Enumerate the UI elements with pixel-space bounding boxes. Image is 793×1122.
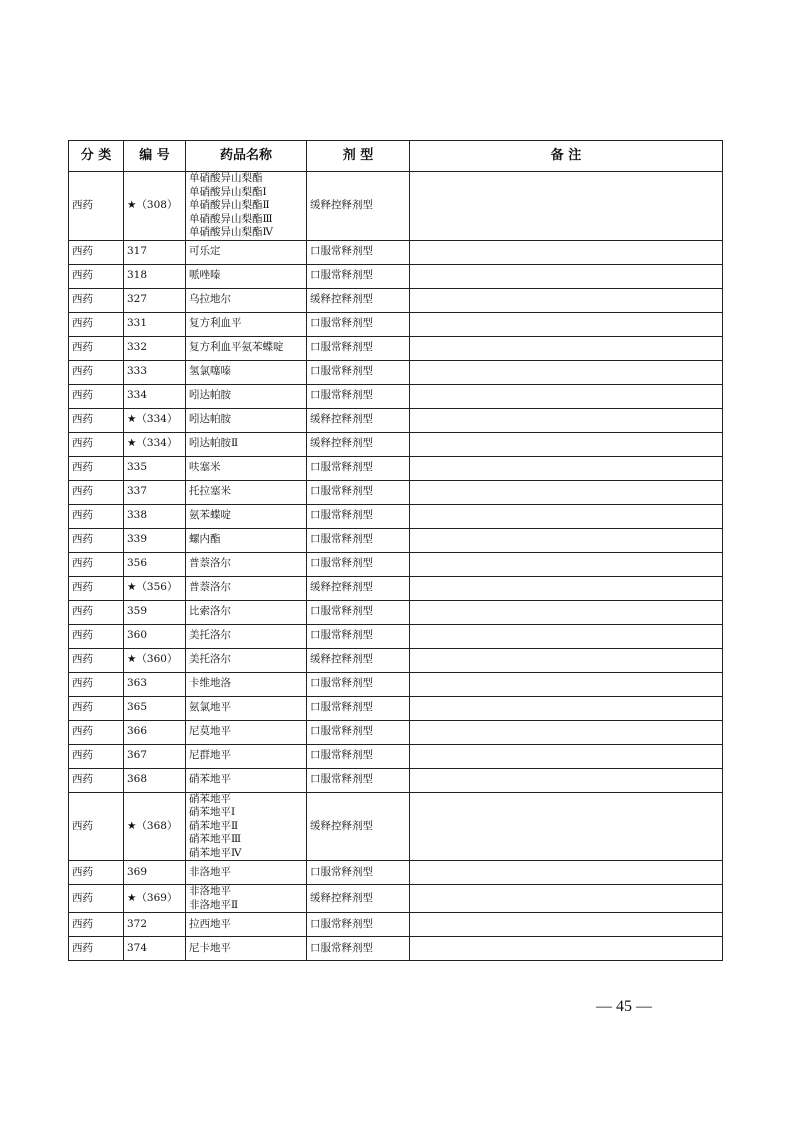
drug-name-cell (186, 288, 307, 312)
table-row (69, 720, 723, 744)
table-row (69, 672, 723, 696)
table-row (69, 576, 723, 600)
remark-cell (410, 576, 723, 600)
drug-name-line: 尼莫地平 (189, 725, 231, 738)
number-cell: 359 (124, 600, 186, 624)
dosage-form-cell: 口服常释剂型 (307, 384, 410, 408)
table-row (69, 768, 723, 792)
page-number: — 45 — (596, 998, 652, 1015)
drug-name-line: 尼卡地平 (189, 941, 231, 954)
table-body (69, 172, 723, 961)
dosage-form-cell: 口服常释剂型 (307, 861, 410, 885)
dosage-form-cell: 口服常释剂型 (307, 696, 410, 720)
remark-cell (410, 768, 723, 792)
number-cell: 332 (124, 336, 186, 360)
remark-cell (410, 744, 723, 768)
drug-name-line: 硝苯地平Ⅱ (189, 819, 239, 832)
category-cell: 西药 (69, 336, 124, 360)
remark-cell (410, 913, 723, 937)
number-cell: ★（368） (124, 792, 186, 861)
number-cell: 317 (124, 240, 186, 264)
drug-name-cell (186, 768, 307, 792)
drug-name-line: 螺内酯 (189, 533, 221, 546)
number-cell: ★（334） (124, 408, 186, 432)
dosage-form-cell: 口服常释剂型 (307, 456, 410, 480)
number-cell: 356 (124, 552, 186, 576)
dosage-form-cell: 口服常释剂型 (307, 672, 410, 696)
drug-name-cell (186, 648, 307, 672)
category-cell: 西药 (69, 360, 124, 384)
drug-name-line: 硝苯地平Ⅳ (189, 846, 242, 859)
drug-name-cell (186, 696, 307, 720)
drug-name-cell (186, 576, 307, 600)
drug-name-cell (186, 528, 307, 552)
number-cell: 374 (124, 937, 186, 961)
drug-name-line: 氨苯蝶啶 (189, 509, 231, 522)
drug-name-line: 单硝酸异山梨酯Ⅱ (189, 199, 270, 211)
number-cell: 334 (124, 384, 186, 408)
table-row (69, 528, 723, 552)
remark-cell (410, 504, 723, 528)
drug-name-cell (186, 172, 307, 241)
drug-name-cell (186, 384, 307, 408)
drug-name-line: 卡维地洛 (189, 677, 231, 690)
remark-cell (410, 648, 723, 672)
header-dosage-form: 剂 型 (307, 141, 410, 172)
remark-cell (410, 885, 723, 913)
category-cell: 西药 (69, 432, 124, 456)
remark-cell (410, 600, 723, 624)
remark-cell (410, 288, 723, 312)
number-cell: ★（360） (124, 648, 186, 672)
drug-name-line: 非洛地平Ⅱ (189, 898, 239, 911)
drug-name-cell (186, 744, 307, 768)
dosage-form-cell: 口服常释剂型 (307, 552, 410, 576)
number-cell: 360 (124, 624, 186, 648)
remark-cell (410, 720, 723, 744)
number-cell: ★（369） (124, 885, 186, 913)
drug-name-line: 单硝酸异山梨酯Ⅰ (189, 185, 267, 198)
drug-name-cell (186, 792, 307, 861)
table-row (69, 384, 723, 408)
remark-cell (410, 312, 723, 336)
drug-name-line: 单硝酸异山梨酯Ⅲ (189, 212, 273, 225)
table-header-row (69, 141, 723, 172)
table-row (69, 408, 723, 432)
drug-name-cell (186, 861, 307, 885)
drug-name-line: 硝苯地平Ⅰ (189, 806, 236, 818)
table-row (69, 624, 723, 648)
table-row (69, 744, 723, 768)
number-cell: 365 (124, 696, 186, 720)
number-cell: 335 (124, 456, 186, 480)
number-cell: 318 (124, 264, 186, 288)
dosage-form-cell: 缓释控释剂型 (307, 408, 410, 432)
remark-cell (410, 861, 723, 885)
header-drug-name: 药品名称 (186, 141, 307, 172)
dosage-form-cell: 口服常释剂型 (307, 240, 410, 264)
drug-name-cell (186, 624, 307, 648)
table-row (69, 312, 723, 336)
dosage-form-cell: 口服常释剂型 (307, 913, 410, 937)
dosage-form-cell: 口服常释剂型 (307, 336, 410, 360)
remark-cell (410, 696, 723, 720)
header-remark: 备 注 (410, 141, 723, 172)
drug-name-cell (186, 552, 307, 576)
dosage-form-cell: 缓释控释剂型 (307, 288, 410, 312)
remark-cell (410, 432, 723, 456)
drug-name-line: 单硝酸异山梨酯Ⅳ (189, 226, 273, 238)
drug-name-cell (186, 600, 307, 624)
drug-name-line: 普萘洛尔 (189, 557, 231, 570)
dosage-form-cell: 口服常释剂型 (307, 624, 410, 648)
drug-name-cell (186, 456, 307, 480)
category-cell: 西药 (69, 408, 124, 432)
dosage-form-cell: 口服常释剂型 (307, 600, 410, 624)
dosage-form-cell: 口服常释剂型 (307, 528, 410, 552)
drug-name-line: 尼群地平 (189, 749, 231, 762)
dosage-form-cell: 口服常释剂型 (307, 312, 410, 336)
drug-name-line: 硝苯地平 (189, 773, 231, 786)
drug-name-line: 哌唑嗪 (189, 269, 221, 282)
category-cell: 西药 (69, 861, 124, 885)
table-row (69, 288, 723, 312)
number-cell: 368 (124, 768, 186, 792)
category-cell: 西药 (69, 744, 124, 768)
category-cell: 西药 (69, 528, 124, 552)
category-cell: 西药 (69, 913, 124, 937)
category-cell: 西药 (69, 600, 124, 624)
category-cell: 西药 (69, 696, 124, 720)
drug-name-line: 拉西地平 (189, 917, 231, 930)
dosage-form-cell: 缓释控释剂型 (307, 432, 410, 456)
drug-name-line: 可乐定 (189, 245, 221, 258)
dosage-form-cell: 缓释控释剂型 (307, 172, 410, 241)
table-row (69, 792, 723, 861)
dosage-form-cell: 缓释控释剂型 (307, 648, 410, 672)
category-cell: 西药 (69, 312, 124, 336)
drug-name-cell (186, 720, 307, 744)
drug-name-line: 单硝酸异山梨酯 (189, 172, 263, 184)
drug-name-cell (186, 432, 307, 456)
dosage-form-cell: 口服常释剂型 (307, 360, 410, 384)
number-cell: 337 (124, 480, 186, 504)
drug-list-table (68, 140, 723, 961)
table-row (69, 696, 723, 720)
category-cell: 西药 (69, 240, 124, 264)
drug-name-cell (186, 672, 307, 696)
remark-cell (410, 360, 723, 384)
drug-name-line: 乌拉地尔 (189, 293, 231, 306)
drug-name-line: 复方利血平氨苯蝶啶 (189, 341, 284, 354)
drug-name-line: 氨氯地平 (189, 701, 231, 714)
category-cell: 西药 (69, 937, 124, 961)
dosage-form-cell: 口服常释剂型 (307, 744, 410, 768)
drug-name-line: 美托洛尔 (189, 629, 231, 642)
remark-cell (410, 937, 723, 961)
table-row (69, 600, 723, 624)
dosage-form-cell: 口服常释剂型 (307, 720, 410, 744)
number-cell: ★（334） (124, 432, 186, 456)
drug-name-cell (186, 480, 307, 504)
table-row (69, 504, 723, 528)
remark-cell (410, 624, 723, 648)
number-cell: 339 (124, 528, 186, 552)
header-category: 分 类 (69, 141, 124, 172)
dosage-form-cell: 口服常释剂型 (307, 504, 410, 528)
category-cell: 西药 (69, 624, 124, 648)
remark-cell (410, 172, 723, 241)
category-cell: 西药 (69, 576, 124, 600)
remark-cell (410, 480, 723, 504)
category-cell: 西药 (69, 672, 124, 696)
drug-name-line: 复方利血平 (189, 317, 242, 330)
number-cell: 338 (124, 504, 186, 528)
remark-cell (410, 384, 723, 408)
header-number: 编 号 (124, 141, 186, 172)
number-cell: 366 (124, 720, 186, 744)
drug-name-cell (186, 360, 307, 384)
number-cell: 367 (124, 744, 186, 768)
category-cell: 西药 (69, 768, 124, 792)
table-row (69, 240, 723, 264)
remark-cell (410, 552, 723, 576)
category-cell: 西药 (69, 504, 124, 528)
category-cell: 西药 (69, 288, 124, 312)
dosage-form-cell: 缓释控释剂型 (307, 792, 410, 861)
category-cell: 西药 (69, 792, 124, 861)
table-row (69, 937, 723, 961)
table-row (69, 432, 723, 456)
number-cell: 369 (124, 861, 186, 885)
drug-name-cell (186, 264, 307, 288)
remark-cell (410, 672, 723, 696)
table-row (69, 885, 723, 913)
drug-name-line: 吲达帕胺 (189, 389, 231, 402)
drug-name-line: 非洛地平 (189, 885, 231, 897)
category-cell: 西药 (69, 552, 124, 576)
table-row (69, 913, 723, 937)
table-row (69, 336, 723, 360)
number-cell: 331 (124, 312, 186, 336)
number-cell: 372 (124, 913, 186, 937)
category-cell: 西药 (69, 885, 124, 913)
drug-name-cell (186, 937, 307, 961)
remark-cell (410, 528, 723, 552)
remark-cell (410, 336, 723, 360)
drug-name-line: 硝苯地平Ⅲ (189, 833, 242, 845)
remark-cell (410, 264, 723, 288)
drug-name-cell (186, 312, 307, 336)
dosage-form-cell: 缓释控释剂型 (307, 576, 410, 600)
drug-name-line: 美托洛尔 (189, 653, 231, 666)
drug-name-cell (186, 885, 307, 913)
number-cell: 363 (124, 672, 186, 696)
dosage-form-cell: 口服常释剂型 (307, 264, 410, 288)
category-cell: 西药 (69, 264, 124, 288)
dosage-form-cell: 口服常释剂型 (307, 480, 410, 504)
category-cell: 西药 (69, 648, 124, 672)
category-cell: 西药 (69, 172, 124, 241)
drug-name-line: 吲达帕胺Ⅱ (189, 437, 239, 450)
drug-name-line: 吲达帕胺 (189, 413, 231, 426)
category-cell: 西药 (69, 456, 124, 480)
drug-name-line: 硝苯地平 (189, 792, 231, 805)
remark-cell (410, 792, 723, 861)
category-cell: 西药 (69, 384, 124, 408)
table-row (69, 648, 723, 672)
drug-name-cell (186, 336, 307, 360)
dosage-form-cell: 缓释控释剂型 (307, 885, 410, 913)
remark-cell (410, 456, 723, 480)
table-row (69, 264, 723, 288)
number-cell: 333 (124, 360, 186, 384)
table-row (69, 552, 723, 576)
table-row (69, 480, 723, 504)
category-cell: 西药 (69, 720, 124, 744)
table-row (69, 172, 723, 241)
drug-name-line: 托拉塞米 (189, 485, 231, 498)
drug-name-line: 普萘洛尔 (189, 581, 231, 594)
number-cell: ★（356） (124, 576, 186, 600)
table-row (69, 456, 723, 480)
drug-name-cell (186, 504, 307, 528)
drug-name-cell (186, 913, 307, 937)
remark-cell (410, 408, 723, 432)
table-row (69, 861, 723, 885)
dosage-form-cell: 口服常释剂型 (307, 768, 410, 792)
drug-name-line: 比索洛尔 (189, 605, 231, 618)
drug-name-line: 呋塞米 (189, 461, 221, 474)
number-cell: 327 (124, 288, 186, 312)
category-cell: 西药 (69, 480, 124, 504)
drug-name-line: 非洛地平 (189, 865, 231, 878)
dosage-form-cell: 口服常释剂型 (307, 937, 410, 961)
drug-name-cell (186, 408, 307, 432)
number-cell: ★（308） (124, 172, 186, 241)
drug-name-line: 氢氯噻嗪 (189, 365, 231, 378)
remark-cell (410, 240, 723, 264)
drug-name-cell (186, 240, 307, 264)
table-row (69, 360, 723, 384)
